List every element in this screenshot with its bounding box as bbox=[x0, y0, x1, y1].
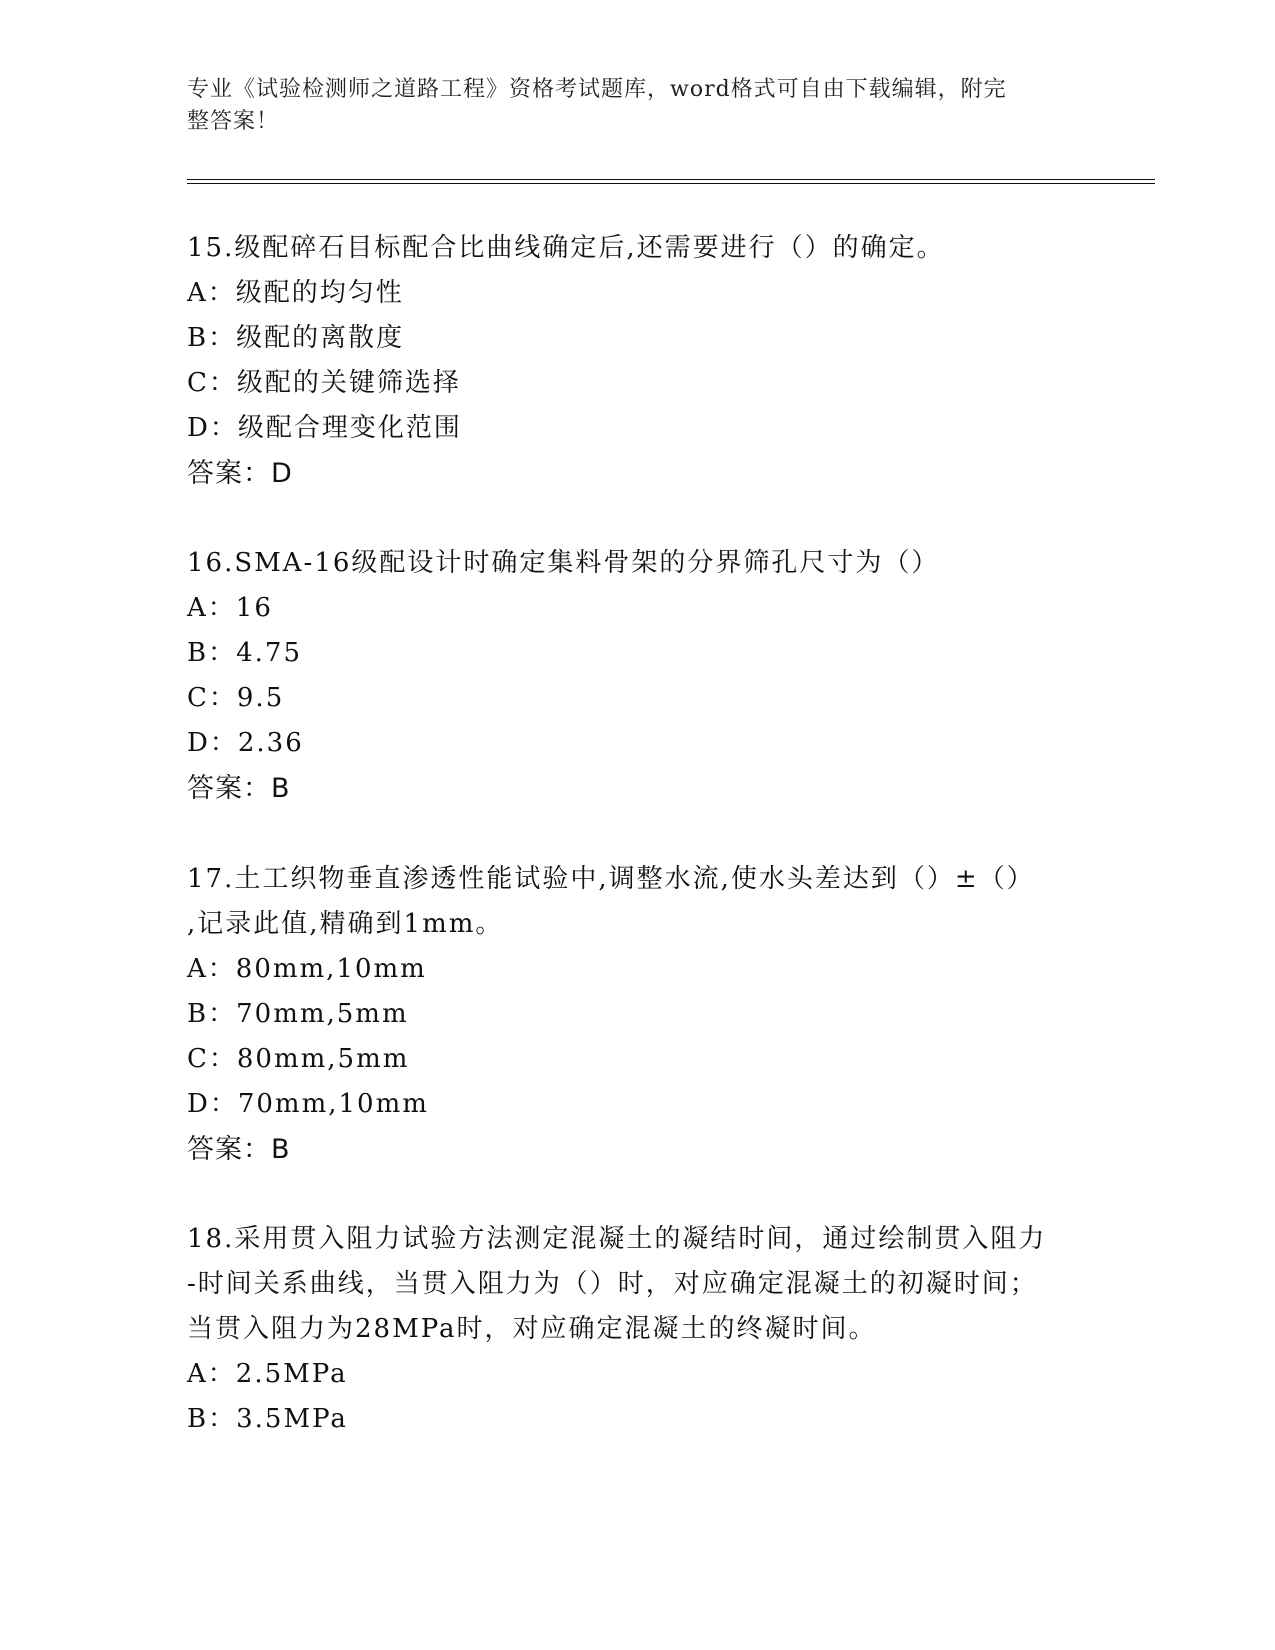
option-d: D：2.36 bbox=[187, 728, 304, 758]
header-divider-bottom bbox=[187, 183, 1155, 184]
option-c: C：级配的关键筛选择 bbox=[187, 368, 461, 398]
stem-line: 17.土工织物垂直渗透性能试验中,调整水流,使水头差达到（）±（） bbox=[187, 864, 1035, 894]
question-16 bbox=[187, 541, 1087, 811]
stem-line: ,记录此值,精确到1mm。 bbox=[187, 909, 504, 939]
answer-line: 答案：D bbox=[187, 458, 293, 489]
stem-line: 当贯入阻力为28MPa时，对应确定混凝土的终凝时间。 bbox=[187, 1314, 877, 1344]
header-line-2: 整答案！ bbox=[187, 109, 280, 134]
option-c: C：9.5 bbox=[187, 683, 285, 713]
option-a: A：级配的均匀性 bbox=[187, 278, 404, 308]
stem-line: -时间关系曲线，当贯入阻力为（）时，对应确定混凝土的初凝时间； bbox=[187, 1269, 1038, 1299]
option-b: B：4.75 bbox=[187, 638, 302, 668]
question-stem bbox=[187, 541, 1087, 586]
option-a: A：2.5MPa bbox=[187, 1359, 348, 1389]
answer-line: 答案：B bbox=[187, 773, 291, 804]
stem-line: 18.采用贯入阻力试验方法测定混凝土的凝结时间，通过绘制贯入阻力 bbox=[187, 1224, 1047, 1254]
question-17 bbox=[187, 857, 1087, 1172]
question-15 bbox=[187, 226, 1087, 496]
question-stem bbox=[187, 857, 1087, 947]
option-b: B：3.5MPa bbox=[187, 1404, 348, 1434]
question-18 bbox=[187, 1217, 1087, 1442]
document-header bbox=[187, 74, 1067, 138]
header-divider-top bbox=[187, 179, 1155, 180]
option-d: D：级配合理变化范围 bbox=[187, 413, 462, 443]
option-a: A：16 bbox=[187, 593, 273, 623]
answer-line: 答案：B bbox=[187, 1134, 291, 1165]
option-b: B：70mm,5mm bbox=[187, 999, 409, 1029]
option-c: C：80mm,5mm bbox=[187, 1044, 410, 1074]
header-line-1: 专业《试验检测师之道路工程》资格考试题库，word格式可自由下载编辑，附完 bbox=[187, 77, 1007, 102]
stem-line: 15.级配碎石目标配合比曲线确定后,还需要进行（）的确定。 bbox=[187, 233, 945, 263]
option-b: B：级配的离散度 bbox=[187, 323, 405, 353]
stem-line: 16.SMA-16级配设计时确定集料骨架的分界筛孔尺寸为（） bbox=[187, 548, 940, 578]
option-a: A：80mm,10mm bbox=[187, 954, 427, 984]
question-stem bbox=[187, 226, 1087, 271]
option-d: D：70mm,10mm bbox=[187, 1089, 429, 1119]
question-stem bbox=[187, 1217, 1087, 1352]
